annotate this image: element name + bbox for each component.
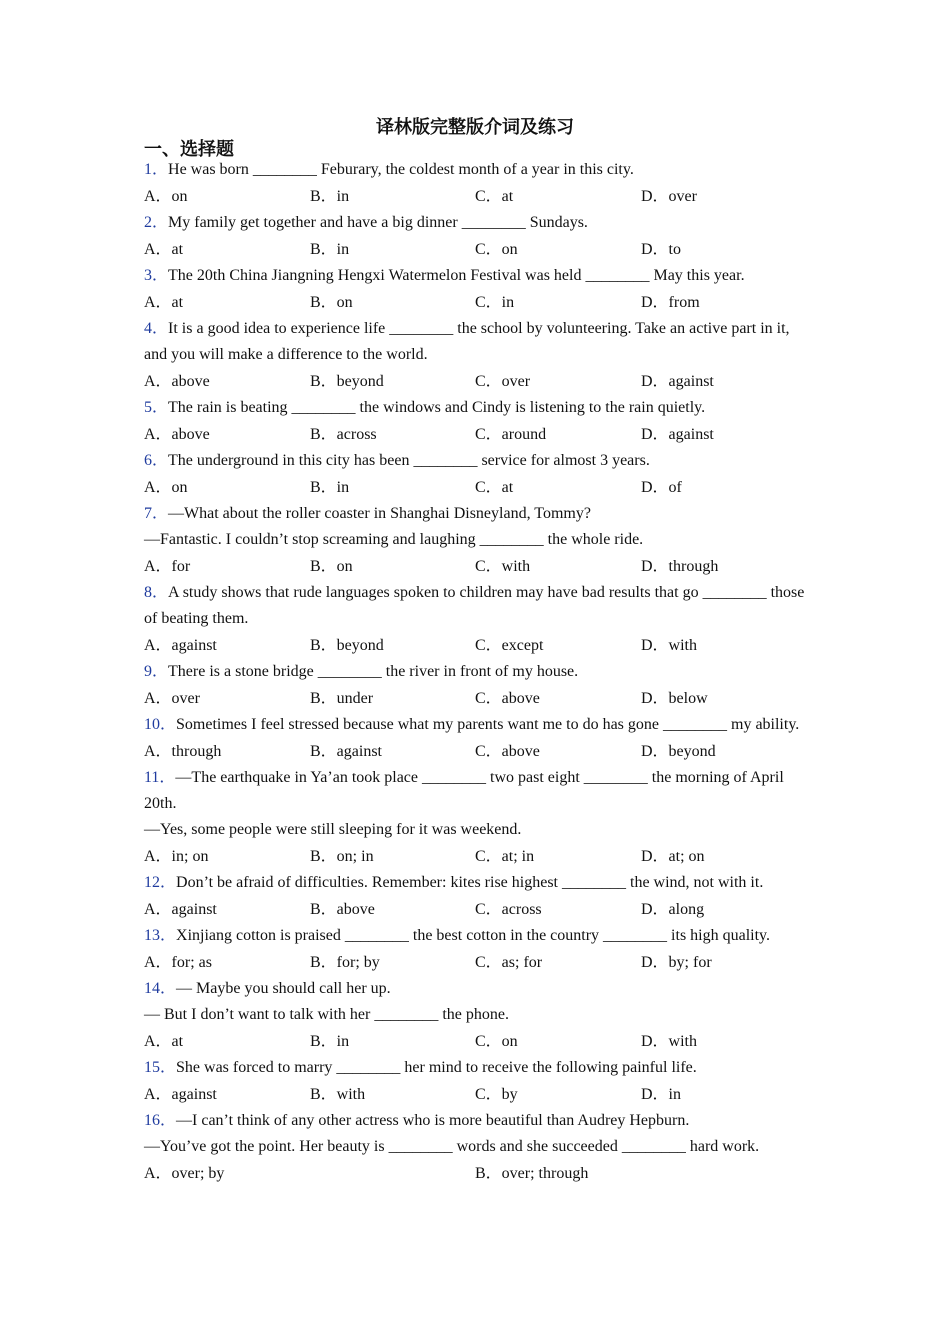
option-b[interactable]: B．beyond	[310, 373, 384, 390]
option-b[interactable]: B．on	[310, 294, 353, 311]
option-b[interactable]: B．across	[310, 426, 377, 443]
answer-options	[144, 183, 809, 210]
question-number: 13．	[144, 927, 177, 944]
question-number: 6．	[144, 452, 169, 469]
option-a[interactable]: A．in; on	[144, 848, 209, 865]
question-stem	[144, 501, 809, 527]
option-c[interactable]: C．on	[475, 1033, 518, 1050]
question-text: The 20th China Jiangning Hengxi Watermelon Festival was held ________ May this year.	[168, 267, 745, 284]
option-a[interactable]: A．against	[144, 1086, 217, 1103]
question-number: 8．	[144, 584, 169, 601]
question-text: He was born ________ Feburary, the coldest month of a year in this city.	[168, 161, 634, 178]
question-item	[144, 501, 809, 580]
question-text: —What about the roller coaster in Shanghai Disneyland, Tommy?	[168, 505, 591, 522]
option-a[interactable]: A．on	[144, 188, 188, 205]
option-d[interactable]: D．through	[641, 558, 719, 575]
option-b[interactable]: B．against	[310, 743, 382, 760]
question-number: 12．	[144, 874, 177, 891]
option-b[interactable]: B．on; in	[310, 848, 374, 865]
option-a[interactable]: A．through	[144, 743, 222, 760]
question-stem	[144, 765, 809, 817]
option-b[interactable]: B．with	[310, 1086, 366, 1103]
option-a[interactable]: A．against	[144, 637, 217, 654]
question-stem	[144, 316, 809, 368]
option-a[interactable]: A．above	[144, 373, 210, 390]
option-c[interactable]: C．with	[475, 558, 531, 575]
question-stem	[144, 923, 809, 949]
option-b[interactable]: B．under	[310, 690, 374, 707]
question-text: She was forced to marry ________ her mind to receive the following painful life.	[176, 1059, 697, 1076]
option-a[interactable]: A．for; as	[144, 954, 212, 971]
question-stem	[144, 210, 809, 236]
question-number: 10．	[144, 716, 177, 733]
answer-options	[144, 474, 809, 501]
question-stem	[144, 659, 809, 685]
option-d[interactable]: D．below	[641, 690, 708, 707]
answer-options	[144, 553, 809, 580]
question-item	[144, 448, 809, 501]
option-d[interactable]: D．along	[641, 901, 705, 918]
option-a[interactable]: A．for	[144, 558, 191, 575]
option-c[interactable]: C．by	[475, 1086, 518, 1103]
option-b[interactable]: B．in	[310, 479, 350, 496]
question-item	[144, 210, 809, 263]
dialog-line: —You’ve got the point. Her beauty is ________ words and she succeeded ________ hard work.	[144, 1138, 760, 1155]
question-item	[144, 395, 809, 448]
question-stem	[144, 157, 809, 183]
option-d[interactable]: D．from	[641, 294, 700, 311]
option-d[interactable]: D．against	[641, 373, 714, 390]
option-b[interactable]: B．beyond	[310, 637, 384, 654]
option-b[interactable]: B．for; by	[310, 954, 380, 971]
question-stem	[144, 976, 809, 1002]
answer-options	[144, 368, 809, 395]
question-number: 11．	[144, 769, 176, 786]
answer-options	[144, 1081, 809, 1108]
question-number: 16．	[144, 1112, 177, 1129]
option-a[interactable]: A．at	[144, 1033, 184, 1050]
option-d[interactable]: D．at; on	[641, 848, 705, 865]
question-item	[144, 659, 809, 712]
document-title: 译林版完整版介词及练习	[376, 117, 574, 138]
answer-options	[144, 1160, 809, 1187]
option-d[interactable]: D．in	[641, 1086, 682, 1103]
option-c[interactable]: C．across	[475, 901, 542, 918]
question-text: Xinjiang cotton is praised ________ the best cotton in the country ________ its high quality.	[176, 927, 771, 944]
question-text: It is a good idea to experience life ________ the school by volunteering. Take an active part in it, and you will make a difference to the world.	[144, 320, 790, 363]
question-number: 15．	[144, 1059, 177, 1076]
option-c[interactable]: C．on	[475, 241, 518, 258]
answer-options	[144, 685, 809, 712]
question-number: 14．	[144, 980, 177, 997]
question-stem	[144, 1055, 809, 1081]
question-text: —I can’t think of any other actress who is more beautiful than Audrey Hepburn.	[176, 1112, 690, 1129]
question-text: — Maybe you should call her up.	[176, 980, 391, 997]
answer-options	[144, 289, 809, 316]
question-text: There is a stone bridge ________ the river in front of my house.	[168, 663, 579, 680]
question-item	[144, 580, 809, 659]
question-number: 4．	[144, 320, 169, 337]
question-number: 7．	[144, 505, 169, 522]
option-b[interactable]: B．in	[310, 188, 350, 205]
option-d[interactable]: D．to	[641, 241, 682, 258]
option-d[interactable]: D．beyond	[641, 743, 716, 760]
question-text: My family get together and have a big dinner ________ Sundays.	[168, 214, 588, 231]
option-a[interactable]: A．on	[144, 479, 188, 496]
question-item	[144, 1108, 809, 1187]
option-b[interactable]: B．above	[310, 901, 375, 918]
option-a[interactable]: A．over; by	[144, 1165, 225, 1182]
option-c[interactable]: C．at; in	[475, 848, 535, 865]
answer-options	[144, 896, 809, 923]
question-stem	[144, 263, 809, 289]
question-text: A study shows that rude languages spoken to children may have bad results that go ________ those of beating them.	[144, 584, 805, 627]
option-d[interactable]: D．of	[641, 479, 682, 496]
option-d[interactable]: D．with	[641, 1033, 698, 1050]
option-c[interactable]: C．over	[475, 373, 531, 390]
question-item	[144, 316, 809, 395]
option-b[interactable]: B．on	[310, 558, 353, 575]
question-stem	[144, 448, 809, 474]
answer-options	[144, 236, 809, 263]
option-c[interactable]: C．at	[475, 188, 514, 205]
dialog-line: —Fantastic. I couldn’t stop screaming and laughing ________ the whole ride.	[144, 531, 644, 548]
question-number: 9．	[144, 663, 169, 680]
question-text: The underground in this city has been ________ service for almost 3 years.	[168, 452, 650, 469]
question-item	[144, 870, 809, 923]
question-stem	[144, 712, 809, 738]
question-text: The rain is beating ________ the windows and Cindy is listening to the rain quietly.	[168, 399, 706, 416]
option-c[interactable]: C．in	[475, 294, 515, 311]
question-item	[144, 1055, 809, 1108]
answer-options	[144, 949, 809, 976]
answer-options	[144, 843, 809, 870]
question-stem	[144, 1108, 809, 1134]
question-stem	[144, 870, 809, 896]
option-c[interactable]: C．above	[475, 743, 540, 760]
option-a[interactable]: A．at	[144, 294, 184, 311]
question-list	[144, 157, 809, 1187]
question-item	[144, 923, 809, 976]
question-number: 2．	[144, 214, 169, 231]
option-d[interactable]: D．by; for	[641, 954, 712, 971]
question-number: 1．	[144, 161, 169, 178]
option-c[interactable]: C．at	[475, 479, 514, 496]
question-item	[144, 976, 809, 1055]
option-b[interactable]: B．in	[310, 1033, 350, 1050]
option-d[interactable]: D．over	[641, 188, 697, 205]
option-a[interactable]: A．over	[144, 690, 200, 707]
section-heading: 一、选择题	[144, 139, 234, 160]
dialog-line: —Yes, some people were still sleeping for it was weekend.	[144, 821, 522, 838]
question-item	[144, 157, 809, 210]
question-item	[144, 765, 809, 870]
option-a[interactable]: A．against	[144, 901, 217, 918]
question-item	[144, 712, 809, 765]
question-text: Sometimes I feel stressed because what my parents want me to do has gone ________ my ability.	[176, 716, 800, 733]
question-number: 3．	[144, 267, 169, 284]
option-c[interactable]: C．as; for	[475, 954, 543, 971]
option-c[interactable]: C．around	[475, 426, 547, 443]
option-a[interactable]: A．above	[144, 426, 210, 443]
option-d[interactable]: D．with	[641, 637, 698, 654]
question-stem	[144, 395, 809, 421]
answer-options	[144, 632, 809, 659]
answer-options	[144, 1028, 809, 1055]
answer-options	[144, 738, 809, 765]
option-b[interactable]: B．over; through	[475, 1165, 589, 1182]
dialog-line: — But I don’t want to talk with her ________ the phone.	[144, 1006, 509, 1023]
question-text: Don’t be afraid of difficulties. Remember: kites rise highest ________ the wind, not with it.	[176, 874, 764, 891]
question-stem	[144, 580, 809, 632]
option-c[interactable]: C．above	[475, 690, 540, 707]
question-item	[144, 263, 809, 316]
option-c[interactable]: C．except	[475, 637, 544, 654]
option-a[interactable]: A．at	[144, 241, 184, 258]
question-text: —The earthquake in Ya’an took place ________ two past eight ________ the morning of April 20th.	[144, 769, 784, 812]
option-b[interactable]: B．in	[310, 241, 350, 258]
option-d[interactable]: D．against	[641, 426, 714, 443]
question-number: 5．	[144, 399, 169, 416]
answer-options	[144, 421, 809, 448]
